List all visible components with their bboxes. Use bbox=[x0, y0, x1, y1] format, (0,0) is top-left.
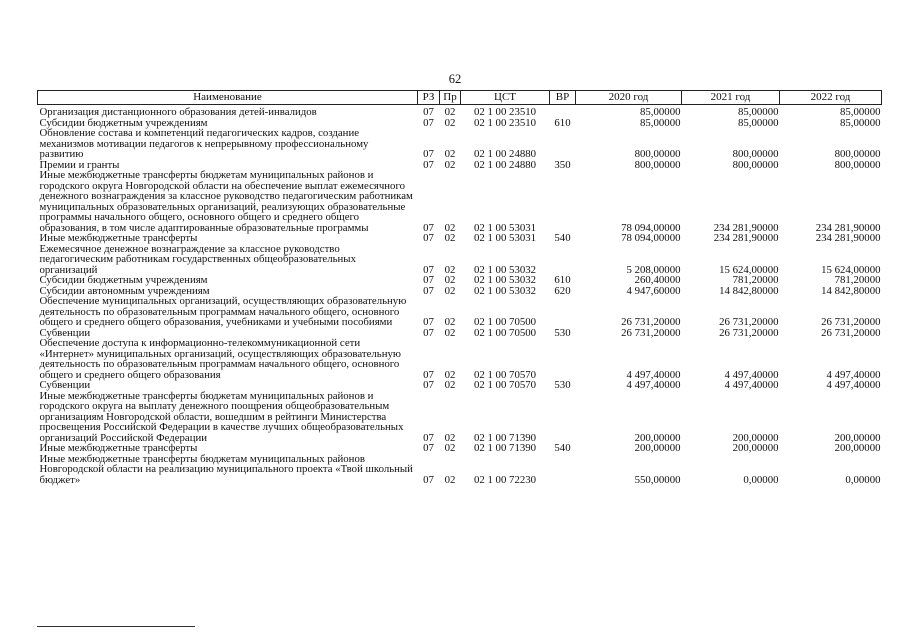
row-name-cell: Субвенции bbox=[39, 379, 91, 391]
row-2022-cell: 85,00000 bbox=[840, 106, 881, 118]
row-rz-cell: 07 bbox=[423, 106, 434, 118]
row-pr-cell: 02 bbox=[444, 148, 456, 160]
row-cst-cell: 02 1 00 70500 bbox=[473, 326, 537, 339]
row-vr-cell: 540 bbox=[554, 232, 571, 244]
row-2022-cell: 800,00000 bbox=[834, 148, 881, 160]
row-vr-cell bbox=[550, 105, 576, 118]
footnote-divider bbox=[37, 626, 195, 627]
row-vr-cell: 350 bbox=[554, 158, 571, 171]
row-2022-cell: 4 497,40000 bbox=[826, 379, 881, 391]
row-vr-cell: 540 bbox=[554, 442, 571, 454]
row-pr-cell: 02 bbox=[444, 316, 456, 328]
table-row bbox=[38, 105, 882, 118]
row-2022-cell: 4 497,40000 bbox=[826, 368, 881, 381]
table-row bbox=[38, 233, 882, 244]
row-rz-cell: 07 bbox=[423, 316, 434, 328]
row-2021-cell: 234 281,90000 bbox=[713, 232, 779, 244]
row-rz-cell: 07 bbox=[423, 442, 434, 454]
row-2021-cell: 800,00000 bbox=[732, 158, 779, 171]
row-name-cell: Субсидии бюджетным учреждениям bbox=[39, 274, 208, 286]
row-2021-cell: 15 624,00000 bbox=[719, 263, 779, 276]
row-2020-cell: 200,00000 bbox=[634, 442, 681, 454]
row-rz-cell: 07 bbox=[423, 148, 434, 160]
row-cst-cell: 02 1 00 70570 bbox=[473, 379, 537, 391]
row-2022-cell: 234 281,90000 bbox=[815, 221, 881, 234]
row-pr-cell: 02 bbox=[444, 368, 456, 381]
row-rz-cell: 07 bbox=[423, 368, 434, 381]
row-vr-cell: 620 bbox=[554, 284, 571, 297]
row-pr-cell: 02 bbox=[444, 263, 456, 276]
row-name-cell: Иные межбюджетные трансферты бюджетам муниципальных районов и городского округа на выплату денежного поощрения общеобразовательным организациям Новгородской области, вошедшим в рейтинги Министерства просвещения Российской Федерации в качестве лучших общеобразовательных организаций Российской Федерации bbox=[39, 389, 404, 444]
row-rz-cell: 07 bbox=[423, 431, 434, 444]
row-2022-cell: 14 842,80000 bbox=[821, 284, 881, 297]
row-cst-cell: 02 1 00 70570 bbox=[473, 368, 537, 381]
row-pr-cell: 02 bbox=[444, 379, 456, 391]
row-cst-cell: 02 1 00 53032 bbox=[473, 263, 537, 276]
row-cst-cell: 02 1 00 71390 bbox=[473, 442, 537, 454]
row-cst-cell: 02 1 00 24880 bbox=[473, 148, 537, 160]
row-vr-cell bbox=[550, 338, 576, 380]
page-number: 62 bbox=[448, 72, 462, 86]
row-cst-cell: 02 1 00 70500 bbox=[473, 316, 537, 328]
row-pr-cell: 02 bbox=[444, 116, 456, 129]
row-cst-cell: 02 1 00 23510 bbox=[473, 106, 537, 118]
row-name-cell: Организация дистанционного образования детей-инвалидов bbox=[39, 106, 317, 118]
row-name-cell: Субвенции bbox=[39, 326, 91, 339]
row-name-cell: Иные межбюджетные трансферты bbox=[39, 232, 198, 244]
table-row bbox=[38, 128, 882, 160]
row-2021-cell: 26 731,20000 bbox=[719, 326, 779, 339]
row-pr-cell: 02 bbox=[444, 442, 456, 454]
table-row bbox=[38, 170, 882, 233]
table-body bbox=[38, 105, 882, 486]
row-name-cell: Иные межбюджетные трансферты бюджетам муниципальных районов Новгородской области на реализацию муниципального проекта «Твой школьный бюджет» bbox=[39, 452, 413, 486]
row-2020-cell: 550,00000 bbox=[634, 473, 681, 486]
row-2022-cell: 234 281,90000 bbox=[815, 232, 881, 244]
row-2021-cell: 85,00000 bbox=[738, 106, 779, 118]
row-pr-cell: 02 bbox=[444, 221, 456, 234]
row-cst-cell: 02 1 00 53031 bbox=[473, 232, 537, 244]
row-2020-cell: 78 094,00000 bbox=[621, 221, 681, 234]
row-rz-cell: 07 bbox=[423, 263, 434, 276]
row-vr-cell: 530 bbox=[554, 326, 571, 339]
row-2021-cell: 4 497,40000 bbox=[724, 379, 779, 391]
row-pr-cell: 02 bbox=[444, 473, 456, 486]
row-name-cell: Премии и гранты bbox=[39, 158, 120, 171]
header-2021: 2021 год bbox=[682, 91, 780, 105]
row-pr-cell: 02 bbox=[444, 274, 456, 286]
row-cst-cell: 02 1 00 53032 bbox=[473, 284, 537, 297]
row-2020-cell: 4 497,40000 bbox=[626, 379, 681, 391]
row-cst-cell: 02 1 00 72230 bbox=[473, 473, 537, 486]
row-2021-cell: 85,00000 bbox=[738, 116, 779, 129]
table-header-row bbox=[38, 91, 882, 105]
row-2021-cell: 781,20000 bbox=[732, 274, 779, 286]
header-rz: РЗ bbox=[418, 91, 440, 105]
row-vr-cell bbox=[550, 244, 576, 276]
table-row bbox=[38, 296, 882, 328]
row-2020-cell: 78 094,00000 bbox=[621, 232, 681, 244]
row-vr-cell bbox=[550, 391, 576, 444]
row-rz-cell: 07 bbox=[423, 473, 434, 486]
row-cst-cell: 02 1 00 53031 bbox=[473, 221, 537, 234]
row-2020-cell: 800,00000 bbox=[634, 148, 681, 160]
table-row bbox=[38, 380, 882, 391]
row-2020-cell: 4 947,60000 bbox=[626, 284, 681, 297]
table-row bbox=[38, 391, 882, 444]
table-row bbox=[38, 275, 882, 286]
row-2021-cell: 26 731,20000 bbox=[719, 316, 779, 328]
row-2020-cell: 800,00000 bbox=[634, 158, 681, 171]
row-2021-cell: 0,00000 bbox=[743, 473, 779, 486]
table-row bbox=[38, 338, 882, 380]
row-vr-cell: 530 bbox=[554, 379, 571, 391]
row-pr-cell: 02 bbox=[444, 106, 456, 118]
row-rz-cell: 07 bbox=[423, 221, 434, 234]
header-name: Наименование bbox=[38, 91, 418, 105]
row-name-cell: Обновление состава и компетенций педагогических кадров, создание механизмов мотивации педагогов к непрерывному профессиональному развитию bbox=[39, 127, 369, 160]
row-2020-cell: 200,00000 bbox=[634, 431, 681, 444]
row-2022-cell: 200,00000 bbox=[834, 431, 881, 444]
row-name-cell: Иные межбюджетные трансферты бюджетам муниципальных районов и городского округа Новгородской области на обеспечение выплат ежемесячного денежного вознаграждения за классное руководство педагогическим работникам муниципальных образовательных организаций, реализующих образовательные программы начального общего, основного общего и среднего общего образования, в том числе адаптированные образовательные программы bbox=[39, 169, 413, 234]
row-2022-cell: 26 731,20000 bbox=[821, 316, 881, 328]
row-cst-cell: 02 1 00 53032 bbox=[473, 274, 537, 286]
row-vr-cell bbox=[550, 128, 576, 160]
row-2022-cell: 200,00000 bbox=[834, 442, 881, 454]
row-rz-cell: 07 bbox=[423, 274, 434, 286]
header-2020: 2020 год bbox=[576, 91, 682, 105]
row-pr-cell: 02 bbox=[444, 431, 456, 444]
row-cst-cell: 02 1 00 24880 bbox=[473, 158, 537, 171]
row-name-cell: Иные межбюджетные трансферты bbox=[39, 442, 198, 454]
row-pr-cell: 02 bbox=[444, 158, 456, 171]
header-pr: Пр bbox=[440, 91, 461, 105]
row-2020-cell: 260,40000 bbox=[634, 274, 681, 286]
budget-table bbox=[37, 90, 882, 485]
row-rz-cell: 07 bbox=[423, 379, 434, 391]
row-vr-cell bbox=[550, 170, 576, 233]
table-row bbox=[38, 454, 882, 486]
row-name-cell: Субсидии автономным учреждениям bbox=[39, 284, 210, 297]
row-2022-cell: 15 624,00000 bbox=[821, 263, 881, 276]
row-vr-cell: 610 bbox=[554, 116, 571, 129]
row-2020-cell: 5 208,00000 bbox=[626, 263, 681, 276]
row-2021-cell: 4 497,40000 bbox=[724, 368, 779, 381]
row-2022-cell: 781,20000 bbox=[834, 274, 881, 286]
row-cst-cell: 02 1 00 23510 bbox=[473, 116, 537, 129]
row-vr-cell bbox=[550, 454, 576, 486]
row-2021-cell: 14 842,80000 bbox=[719, 284, 779, 297]
row-vr-cell: 610 bbox=[554, 274, 571, 286]
row-rz-cell: 07 bbox=[423, 232, 434, 244]
row-2020-cell: 26 731,20000 bbox=[621, 326, 681, 339]
row-vr-cell bbox=[550, 296, 576, 328]
table-row bbox=[38, 244, 882, 276]
row-2022-cell: 85,00000 bbox=[840, 116, 881, 129]
row-2020-cell: 4 497,40000 bbox=[626, 368, 681, 381]
row-pr-cell: 02 bbox=[444, 284, 456, 297]
row-2021-cell: 200,00000 bbox=[732, 442, 779, 454]
row-name-cell: Обеспечение доступа к информационно-телекоммуникационной сети «Интернет» муниципальных организаций, осуществляющих образовательную деятельность по образовательным программам начального общего, основного общего и среднего общего образования bbox=[39, 337, 401, 381]
header-vr: ВР bbox=[550, 91, 576, 105]
row-2022-cell: 26 731,20000 bbox=[821, 326, 881, 339]
row-2022-cell: 0,00000 bbox=[845, 473, 881, 486]
row-rz-cell: 07 bbox=[423, 284, 434, 297]
row-2021-cell: 200,00000 bbox=[732, 431, 779, 444]
row-rz-cell: 07 bbox=[423, 158, 434, 171]
row-cst-cell: 02 1 00 71390 bbox=[473, 431, 537, 444]
row-name-cell: Ежемесячное денежное вознаграждение за классное руководство педагогическим работникам государственных общеобразовательных организаций bbox=[39, 242, 356, 276]
table-row bbox=[38, 443, 882, 454]
row-2020-cell: 26 731,20000 bbox=[621, 316, 681, 328]
header-cst: ЦСТ bbox=[461, 91, 550, 105]
row-2021-cell: 800,00000 bbox=[732, 148, 779, 160]
row-pr-cell: 02 bbox=[444, 326, 456, 339]
row-2020-cell: 85,00000 bbox=[640, 106, 681, 118]
row-2021-cell: 234 281,90000 bbox=[713, 221, 779, 234]
row-pr-cell: 02 bbox=[444, 232, 456, 244]
row-rz-cell: 07 bbox=[423, 116, 434, 129]
row-2020-cell: 85,00000 bbox=[640, 116, 681, 129]
row-2022-cell: 800,00000 bbox=[834, 158, 881, 171]
row-rz-cell: 07 bbox=[423, 326, 434, 339]
row-name-cell: Обеспечение муниципальных организаций, осуществляющих образовательную деятельность по образовательным программам начального общего, основного общего и среднего общего образования, учебниками и учебными пособиями bbox=[39, 295, 407, 328]
header-2022: 2022 год bbox=[780, 91, 882, 105]
row-name-cell: Субсидии бюджетным учреждениям bbox=[39, 116, 208, 129]
